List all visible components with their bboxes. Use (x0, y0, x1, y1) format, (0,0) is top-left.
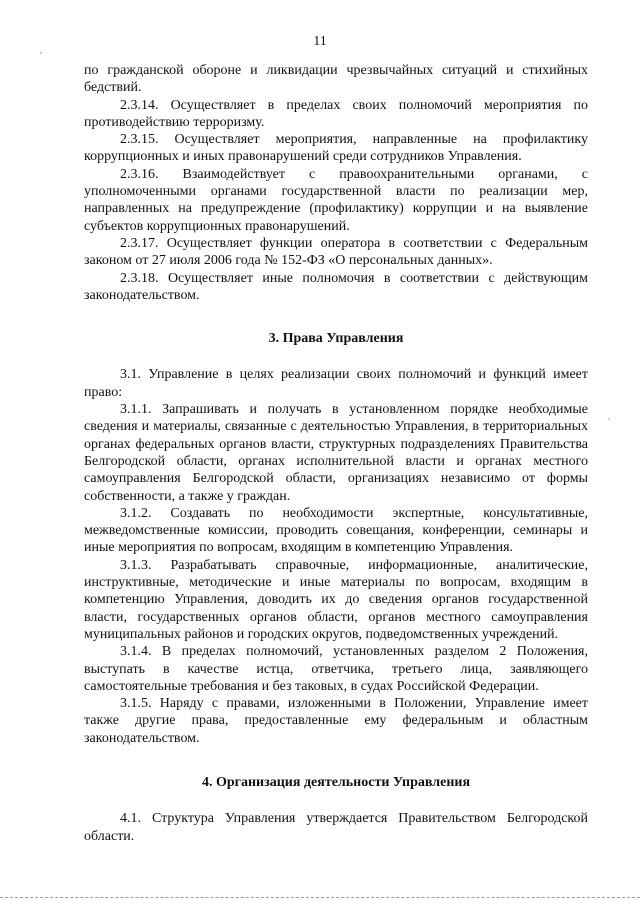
paragraph-3-1-2: 3.1.2. Создавать по необходимости экспертные, консультативные, межведомственные комиссии, проводить совещания, конференции, семинары и иные мероприятия по вопросам, входящим в компетенцию Управления. (84, 505, 588, 556)
paragraph-2-3-16: 2.3.16. Взаимодействует с правоохранительными органами, с уполномоченными органами государственной власти по реализации мер, направленных на предупреждение (профилактику) коррупции и на выявление субъектов коррупционных правонарушений. (84, 166, 588, 234)
scan-mark: , (40, 45, 43, 55)
paragraph-3-1: 3.1. Управление в целях реализации своих полномочий и функций имеет право: (84, 367, 588, 400)
section-3-heading: 3. Права Управления (268, 331, 404, 347)
paragraph-2-3-14: 2.3.14. Осуществляет в пределах своих полномочий мероприятия по противодействию терроризму. (84, 97, 588, 130)
paragraph-3-1-4: 3.1.4. В пределах полномочий, установленных разделом 2 Положения, выступать в качестве истца, ответчика, третьего лица, заявляющего самостоятельные требования и без таковых, в судах Российской Федерации. (84, 644, 588, 694)
paragraph-continuation: по гражданской обороне и ликвидации чрезвычайных ситуаций и стихийных бедствий. (84, 63, 588, 96)
paragraph-3-1-3: 3.1.3. Разрабатывать справочные, информационные, аналитические, инструктивные, методические и иные материалы по вопросам, входящим в компетенцию Управления, доводить их до сведения органов государственной власти, государственных органов области, органов местного самоуправления муниципальных районов и городских округов, подведомственных учреждений. (84, 557, 588, 642)
paragraph-3-1-5: 3.1.5. Наряду с правами, изложенными в Положении, Управление имеет также другие права, предоставленные ему федеральным и областным законодательством. (84, 696, 588, 746)
scan-mark: , (608, 411, 611, 421)
section-4-heading: 4. Организация деятельности Управления (201, 774, 471, 790)
paragraph-3-1-1: 3.1.1. Запрашивать и получать в установленном порядке необходимые сведения и материалы, связанные с деятельностью Управления, в территориальных органах федеральных органов власти, структурных подразделениях Правительства Белгородской области, органах исполнительной власти и органах местного самоуправления Белгородской области, организациях независимо от формы собственности, а также у граждан. (84, 402, 588, 504)
document-body (84, 62, 588, 845)
paragraph-2-3-15: 2.3.15. Осуществляет мероприятия, направленные на профилактику коррупционных и иных правонарушений среди сотрудников Управления. (84, 132, 588, 165)
scan-edge-line (0, 897, 640, 898)
page-number: 11 (313, 34, 327, 49)
paragraph-4-1: 4.1. Структура Управления утверждается Правительством Белгородской области. (84, 811, 588, 844)
paragraph-2-3-17: 2.3.17. Осуществляет функции оператора в соответствии с Федеральным законом от 27 июля 2006 года № 152-ФЗ «О персональных данных». (84, 235, 588, 269)
paragraph-2-3-18: 2.3.18. Осуществляет иные полномочия в соответствии с действующим законодательством. (84, 270, 588, 303)
